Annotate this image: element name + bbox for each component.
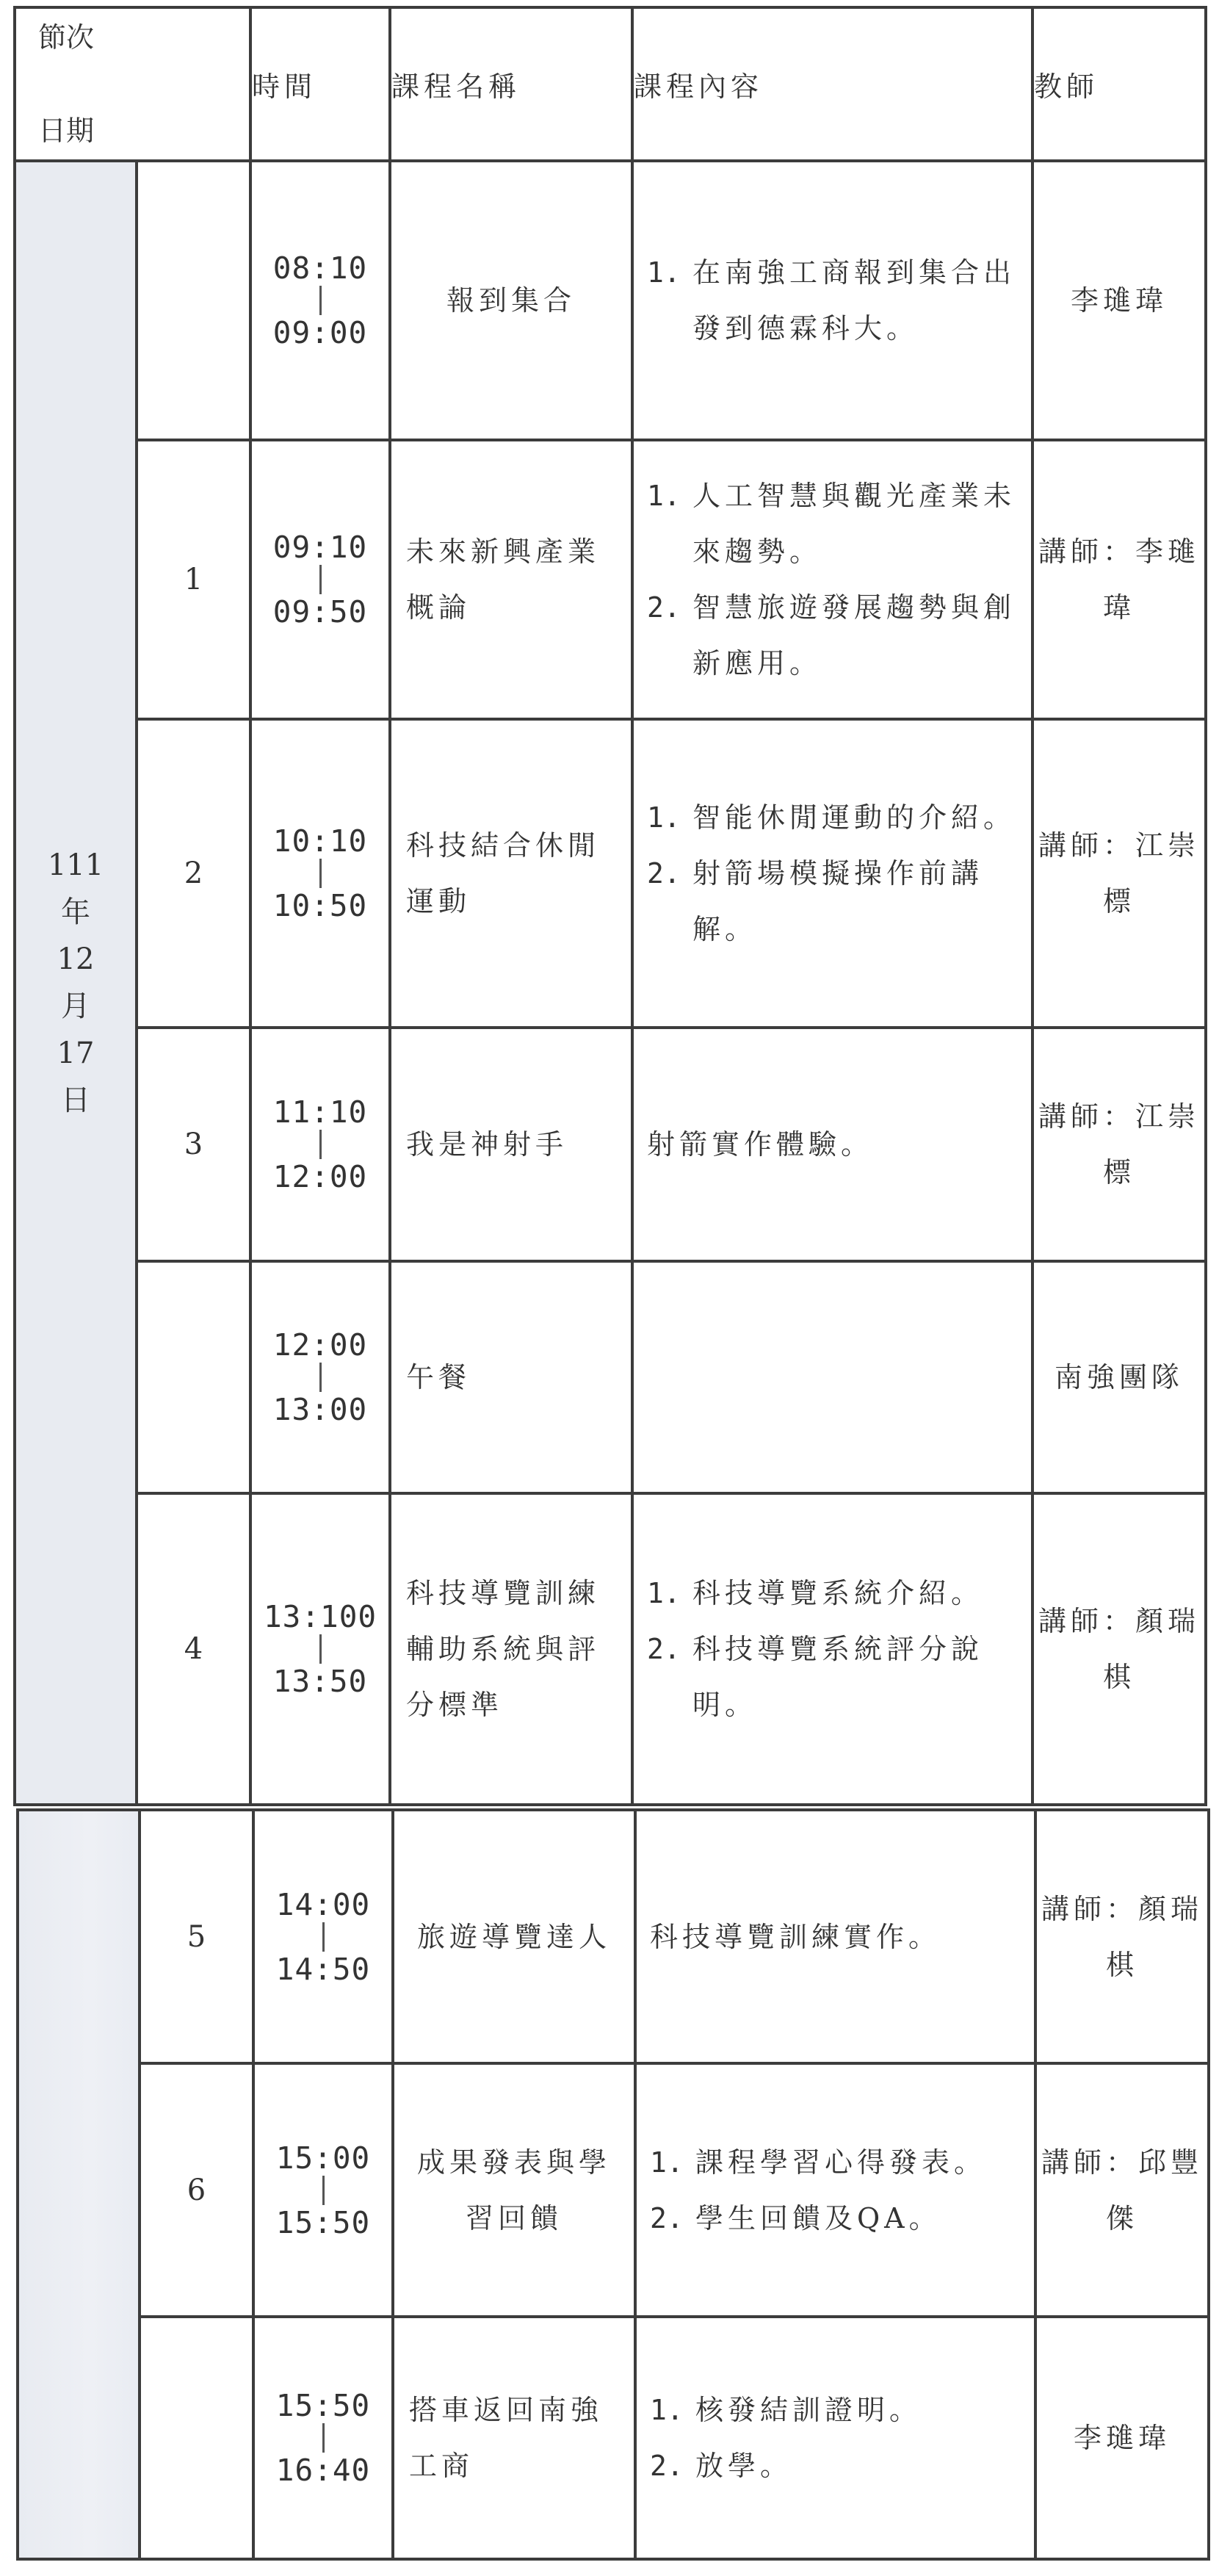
period-number — [137, 1261, 250, 1493]
schedule-table-part-1 — [13, 6, 1207, 1806]
course-name: 成果發表與學習回饋 — [393, 2063, 635, 2317]
course-content — [635, 1810, 1035, 2063]
course-name: 我是神射手 — [390, 1028, 632, 1261]
content-item-text: 射箭實作體驗。 — [647, 1128, 874, 1161]
course-content — [632, 1028, 1032, 1261]
date-month: 12 — [57, 942, 95, 976]
content-item-text: 智能休閒運動的介紹。 — [692, 801, 1016, 834]
schedule-table-part-2 — [16, 1808, 1210, 2561]
end-time: 15:50 — [275, 2204, 371, 2240]
content-item-number: 1. — [647, 1577, 681, 1609]
time-separator — [319, 859, 322, 888]
start-time: 15:50 — [275, 2388, 371, 2423]
content-item-number: 1. — [647, 480, 681, 512]
course-content — [632, 161, 1032, 440]
end-time: 10:50 — [272, 888, 368, 923]
time-separator — [319, 1130, 322, 1159]
content-item-number: 1. — [647, 256, 681, 289]
course-name: 未來新興產業概論 — [390, 440, 632, 719]
content-item-number: 1. — [650, 2146, 684, 2179]
content-item — [650, 1909, 1021, 1965]
teacher: 講師：顏瑞棋 — [1032, 1493, 1206, 1805]
period-number: 2 — [137, 719, 250, 1028]
content-item — [647, 845, 1018, 957]
start-time: 11:10 — [272, 1094, 368, 1130]
start-time: 13:100 — [263, 1599, 377, 1634]
time-separator — [322, 1922, 325, 1952]
course-content — [632, 1493, 1032, 1805]
date-month-unit: 月 — [61, 989, 90, 1023]
period-number — [137, 161, 250, 440]
date-year-unit: 年 — [61, 895, 90, 929]
content-item-text: 智慧旅遊發展趨勢與創新應用。 — [692, 591, 1016, 679]
end-time: 09:00 — [272, 315, 368, 350]
content-item-text: 在南強工商報到集合出發到德霖科大。 — [692, 256, 1016, 344]
time-cell — [250, 440, 390, 719]
schedule-row — [15, 161, 1206, 440]
teacher: 南強團隊 — [1032, 1261, 1206, 1493]
date-year: 111 — [47, 848, 104, 882]
end-time: 12:00 — [272, 1159, 368, 1194]
end-time: 09:50 — [272, 594, 368, 629]
schedule-row — [15, 1261, 1206, 1493]
content-item — [647, 1116, 1018, 1172]
course-name: 科技導覽訓練輔助系統與評分標準 — [390, 1493, 632, 1805]
content-item — [647, 1621, 1018, 1733]
header-row — [15, 7, 1206, 161]
header-course-content-label: 課程內容 — [632, 7, 1032, 161]
time-cell — [253, 2063, 393, 2317]
teacher: 講師：江崇標 — [1032, 1028, 1206, 1261]
time-separator — [319, 565, 322, 594]
content-item-number: 1. — [647, 801, 681, 834]
period-number: 6 — [140, 2063, 253, 2317]
schedule-row — [18, 2063, 1209, 2317]
start-time: 14:00 — [275, 1886, 371, 1922]
end-time: 16:40 — [275, 2453, 371, 2488]
course-content — [632, 719, 1032, 1028]
period-number: 3 — [137, 1028, 250, 1261]
end-time: 13:00 — [272, 1392, 368, 1427]
teacher: 講師：江崇標 — [1032, 719, 1206, 1028]
date-day-unit: 日 — [61, 1083, 90, 1117]
course-content — [635, 2063, 1035, 2317]
start-time: 15:00 — [275, 2140, 371, 2176]
end-time: 14:50 — [275, 1951, 371, 1987]
content-item-number: 2. — [647, 857, 681, 890]
time-cell — [253, 1810, 393, 2063]
schedule-row — [15, 719, 1206, 1028]
content-item-text: 學生回饋及QA。 — [695, 2201, 941, 2234]
content-item — [650, 2382, 1021, 2438]
schedule-row — [15, 440, 1206, 719]
content-item-number: 2. — [647, 591, 681, 624]
header-time-label: 時間 — [250, 7, 390, 161]
course-content — [632, 1261, 1032, 1493]
content-item-number: 2. — [647, 1633, 681, 1665]
start-time: 08:10 — [272, 250, 368, 286]
date-cell-continued — [18, 1810, 140, 2559]
teacher: 李璡瑋 — [1032, 161, 1206, 440]
date-cell — [15, 161, 137, 1805]
teacher: 李璡瑋 — [1035, 2317, 1209, 2559]
schedule-row — [15, 1493, 1206, 1805]
content-item — [647, 1565, 1018, 1621]
time-cell — [253, 2317, 393, 2559]
time-separator — [322, 2423, 325, 2453]
header-date-label: 日期 — [38, 115, 95, 147]
content-item — [650, 2190, 1021, 2246]
course-name: 科技結合休閒運動 — [390, 719, 632, 1028]
content-item — [647, 790, 1018, 845]
start-time: 09:10 — [272, 530, 368, 565]
period-number — [140, 2317, 253, 2559]
header-period-label: 節次 — [38, 21, 95, 54]
period-number: 1 — [137, 440, 250, 719]
course-content — [632, 440, 1032, 719]
content-item-text: 科技導覽系統介紹。 — [692, 1577, 984, 1609]
time-cell — [250, 161, 390, 440]
time-cell — [250, 1493, 390, 1805]
teacher: 講師：李璡瑋 — [1032, 440, 1206, 719]
date-day: 17 — [57, 1036, 95, 1070]
content-item — [647, 245, 1018, 356]
period-number: 5 — [140, 1810, 253, 2063]
content-item-text: 科技導覽系統評分說明。 — [692, 1633, 984, 1721]
content-item — [647, 580, 1018, 691]
header-teacher-label: 教師 — [1032, 7, 1206, 161]
period-number: 4 — [137, 1493, 250, 1805]
content-item — [650, 2135, 1021, 2190]
content-item-number: 1. — [650, 2394, 684, 2426]
content-item-text: 放學。 — [695, 2450, 793, 2482]
time-cell — [250, 719, 390, 1028]
end-time: 13:50 — [272, 1664, 368, 1699]
header-course-name-label: 課程名稱 — [390, 7, 632, 161]
time-separator — [319, 1634, 322, 1664]
time-separator — [319, 1363, 322, 1392]
course-name: 午餐 — [390, 1261, 632, 1493]
content-item — [650, 2438, 1021, 2494]
course-name: 旅遊導覽達人 — [393, 1810, 635, 2063]
schedule-row — [15, 1028, 1206, 1261]
content-item — [647, 468, 1018, 580]
schedule-row — [18, 2317, 1209, 2559]
time-cell — [250, 1028, 390, 1261]
course-name: 報到集合 — [390, 161, 632, 440]
content-item-number: 2. — [650, 2450, 684, 2482]
content-item-text: 射箭場模擬操作前講解。 — [692, 857, 984, 945]
start-time: 10:10 — [272, 823, 368, 859]
time-separator — [322, 2176, 325, 2205]
schedule-row — [18, 1810, 1209, 2063]
teacher: 講師：顏瑞棋 — [1035, 1810, 1209, 2063]
course-name: 搭車返回南強工商 — [393, 2317, 635, 2559]
content-item-text: 核發結訓證明。 — [695, 2394, 922, 2426]
content-item-number: 2. — [650, 2201, 684, 2234]
teacher: 講師：邱豐傑 — [1035, 2063, 1209, 2317]
header-period-date-cell — [15, 7, 250, 161]
time-separator — [319, 286, 322, 315]
content-item-text: 課程學習心得發表。 — [695, 2146, 987, 2179]
time-cell — [250, 1261, 390, 1493]
date-vertical — [16, 842, 135, 1124]
content-item-text: 科技導覽訓練實作。 — [650, 1920, 941, 1953]
start-time: 12:00 — [272, 1327, 368, 1363]
course-content — [635, 2317, 1035, 2559]
content-item-text: 人工智慧與觀光產業未來趨勢。 — [692, 480, 1016, 568]
